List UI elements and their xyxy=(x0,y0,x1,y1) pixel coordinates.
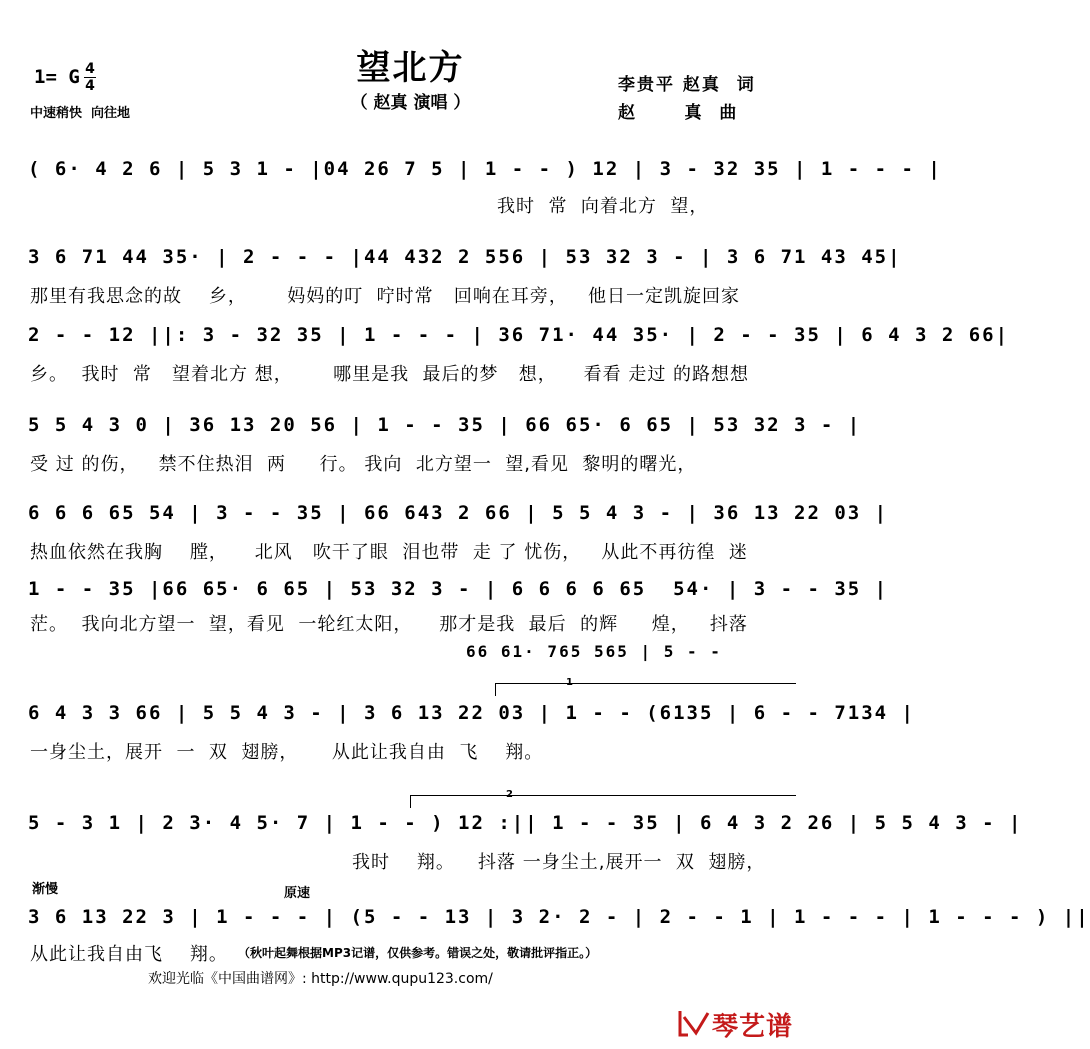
lyrics-line-8: 抖落 一身尘土,展开一 双 翅膀， xyxy=(478,852,766,873)
performer-label: （ 赵真 演唱 ） xyxy=(350,93,471,113)
volta-number-1: 1 xyxy=(566,677,573,688)
alternate-notation-line: 66 61· 765 565 | 5 - - xyxy=(466,642,722,661)
notation-line-5: 6 6 6 65 54 | 3 - - 35 | 66 643 2 66 | 5 5 4 3 - | 36 13 22 03 | xyxy=(28,502,889,524)
lyrics-line-2: 那里有我思念的故 乡， 妈妈的叮 咛时常 回响在耳旁， 他日一定凯旋回家 xyxy=(30,286,740,307)
composer-credit: 赵 真 曲 xyxy=(618,103,739,123)
notation-line-8: 5 - 3 1 | 2 3· 4 5· 7 | 1 - - ) 12 :|| 1 - - 35 | 6 4 3 2 26 | 5 5 4 3 - | xyxy=(28,812,1023,834)
key-signature: 1= G xyxy=(34,66,80,88)
website-footer: 欢迎光临《中国曲谱网》: http://www.qupu123.com/ xyxy=(148,971,493,987)
volta-number-2: 2 xyxy=(506,789,513,800)
original-tempo-mark: 原速 xyxy=(284,886,311,901)
lyrics-line-1: 我时 常 向着北方 望， xyxy=(497,196,709,217)
volta-bracket-2 xyxy=(410,795,796,808)
lyrics-line-9: 从此让我自由飞 翔。 xyxy=(30,944,228,965)
notation-line-2: 3 6 71 44 35· | 2 - - - |44 432 2 556 | 53 32 3 - | 3 6 71 43 45| xyxy=(28,246,902,268)
lyricist-credit: 李贵平 赵真 词 xyxy=(618,75,756,95)
notation-line-9: 3 6 13 22 3 | 1 - - - | (5 - - 13 | 3 2· 2 - | 2 - - 1 | 1 - - - | 1 - - - ) || xyxy=(28,906,1090,928)
volta-bracket-1 xyxy=(495,683,796,696)
notation-line-7: 6 4 3 3 66 | 5 5 4 3 - | 3 6 13 22 03 | 1 - - (6135 | 6 - - 7134 | xyxy=(28,702,915,724)
lyrics-line-4: 受 过 的伤， 禁不住热泪 两 行。 我向 北方望一 望,看见 黎明的曙光， xyxy=(30,454,697,475)
transcription-note: （秋叶起舞根据MP3记谱，仅供参考。错误之处，敬请批评指正。） xyxy=(238,946,598,960)
time-signature xyxy=(84,62,96,93)
site-logo-text: 琴艺谱 xyxy=(712,1012,794,1042)
notation-line-6: 1 - - 35 |66 65· 6 65 | 53 32 3 - | 6 6 6 6 65 54· | 3 - - 35 | xyxy=(28,578,889,600)
lyrics-line-5: 热血依然在我胸 膛， 北风 吹干了眼 泪也带 走 了 忧伤， 从此不再彷徨 迷 xyxy=(30,542,748,563)
lyrics-line-6: 茫。 我向北方望一 望，看见 一轮红太阳， 那才是我 最后 的辉 煌， 抖落 xyxy=(30,614,748,635)
notation-line-3: 2 - - 12 ||: 3 - 32 35 | 1 - - - | 36 71· 44 35· | 2 - - 35 | 6 4 3 2 66| xyxy=(28,324,1010,346)
song-title: 望北方 xyxy=(356,48,465,88)
tempo-marking: 中速稍快 向往地 xyxy=(30,106,131,121)
lyrics-line-3: 乡。 我时 常 望着北方 想， 哪里是我 最后的梦 想， 看看 走过 的路想想 xyxy=(30,364,750,385)
lyrics-line-7: 一身尘土，展开 一 双 翅膀， 从此让我自由 飞 翔。 xyxy=(30,742,544,763)
lyrics-line-8-left: 我时 翔。 xyxy=(352,852,455,873)
notation-line-1: ( 6· 4 2 6 | 5 3 1 - |04 26 7 5 | 1 - - ) 12 | 3 - 32 35 | 1 - - - | xyxy=(28,158,942,180)
notation-line-4: 5 5 4 3 0 | 36 13 20 56 | 1 - - 35 | 66 65· 6 65 | 53 32 3 - | xyxy=(28,414,862,436)
slowing-mark: 渐慢 xyxy=(32,882,59,897)
time-denominator: 4 xyxy=(85,78,95,94)
time-numerator: 4 xyxy=(85,61,95,77)
